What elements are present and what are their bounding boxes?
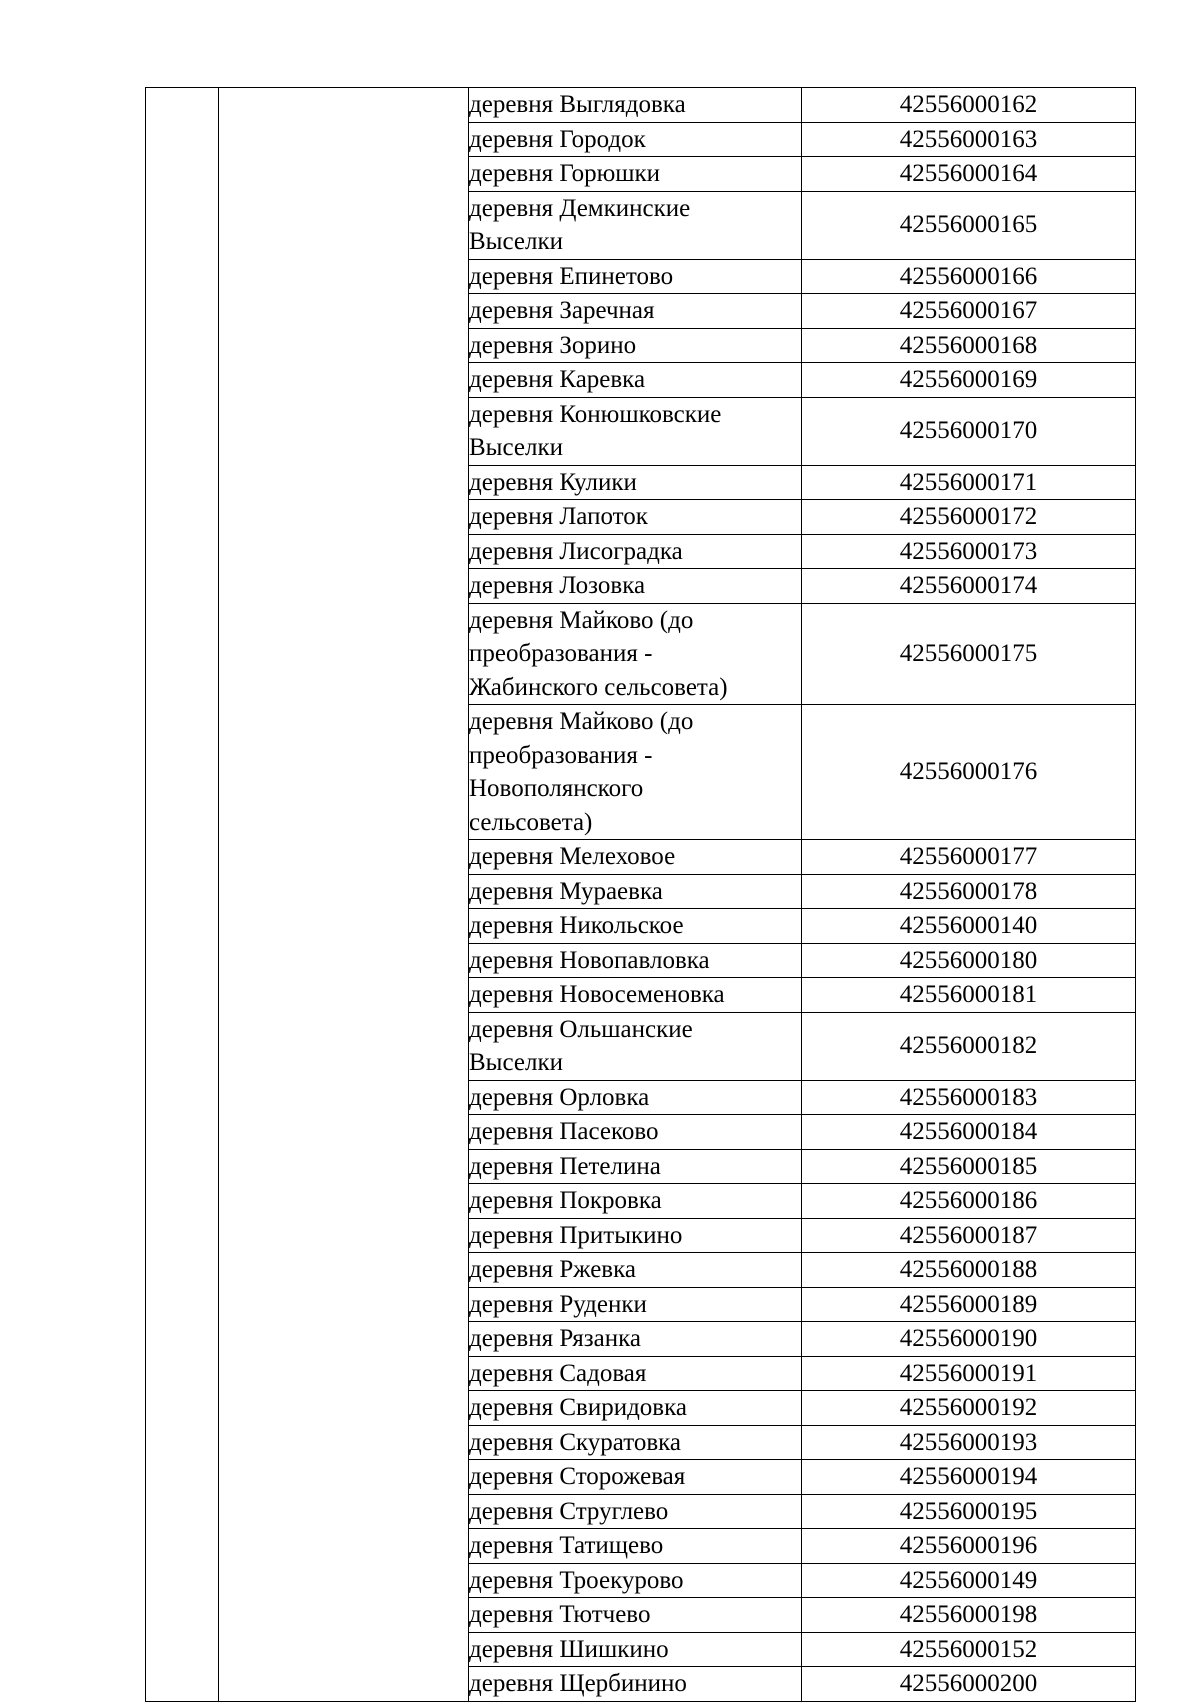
- settlement-name-cell: [469, 1598, 802, 1633]
- oktmo-code-cell: 42556000188: [802, 1253, 1136, 1288]
- oktmo-code-cell: 42556000192: [802, 1391, 1136, 1426]
- settlement-name-line: деревня Лисоградка: [469, 537, 683, 565]
- settlement-name-cell: [469, 1391, 802, 1426]
- settlement-name-cell: [469, 1149, 802, 1184]
- settlement-name-line: деревня Сторожевая: [469, 1463, 686, 1490]
- settlement-name-cell: [469, 1012, 802, 1080]
- oktmo-code-cell: 42556000187: [802, 1218, 1136, 1253]
- oktmo-code-cell: 42556000140: [802, 909, 1136, 944]
- settlement-name-cell: [469, 705, 802, 840]
- oktmo-code-cell: 42556000175: [802, 603, 1136, 705]
- oktmo-code-cell: 42556000198: [802, 1598, 1136, 1633]
- settlement-name-line: деревня Новосеменовка: [469, 981, 725, 1008]
- oktmo-code-cell: 42556000185: [802, 1149, 1136, 1184]
- settlement-name-line: деревня Щербинино: [469, 1670, 687, 1697]
- settlement-name-cell: [469, 1253, 802, 1288]
- settlement-name-line: деревня Заречная: [469, 297, 655, 324]
- oktmo-code-cell: 42556000163: [802, 122, 1136, 157]
- settlement-name-cell: [469, 294, 802, 329]
- settlement-name-line: деревня Скуратовка: [469, 1428, 682, 1456]
- settlement-name-line: деревня Городок: [469, 125, 646, 153]
- oktmo-code-cell: 42556000165: [802, 191, 1136, 259]
- oktmo-code-cell: 42556000169: [802, 363, 1136, 398]
- settlement-name-line: деревня Ольшанские: [469, 1015, 693, 1043]
- oktmo-code-cell: 42556000190: [802, 1322, 1136, 1357]
- settlement-name-line: деревня Орловка: [469, 1083, 650, 1111]
- table-body: [146, 88, 1136, 1702]
- oktmo-code-cell: 42556000166: [802, 259, 1136, 294]
- oktmo-code-cell: 42556000191: [802, 1356, 1136, 1391]
- settlement-name-cell: [469, 191, 802, 259]
- oktmo-code-cell: 42556000173: [802, 534, 1136, 569]
- settlement-name-cell: [469, 603, 802, 705]
- empty-cell-municipality: [219, 88, 469, 1702]
- settlement-name-cell: [469, 1460, 802, 1495]
- oktmo-code-cell: 42556000152: [802, 1632, 1136, 1667]
- settlement-name-line: преобразования -: [469, 741, 653, 769]
- settlement-name-cell: [469, 534, 802, 569]
- settlement-name-cell: [469, 840, 802, 875]
- settlement-name-cell: [469, 569, 802, 604]
- settlement-name-line: деревня Руденки: [469, 1290, 647, 1318]
- empty-cell-number: [146, 88, 219, 1702]
- oktmo-code-cell: 42556000180: [802, 943, 1136, 978]
- settlement-name-cell: [469, 874, 802, 909]
- oktmo-code-cell: 42556000170: [802, 397, 1136, 465]
- settlement-name-line: деревня Покровка: [469, 1187, 662, 1214]
- settlement-name-cell: [469, 259, 802, 294]
- oktmo-code-cell: 42556000184: [802, 1115, 1136, 1150]
- settlement-name-line: Выселки: [469, 434, 563, 461]
- oktmo-code-cell: 42556000189: [802, 1287, 1136, 1322]
- settlement-name-cell: [469, 157, 802, 192]
- settlement-name-cell: [469, 88, 802, 123]
- oktmo-code-cell: 42556000168: [802, 328, 1136, 363]
- oktmo-code-cell: 42556000194: [802, 1460, 1136, 1495]
- settlement-name-line: деревня Ржевка: [469, 1256, 636, 1283]
- oktmo-code-cell: 42556000178: [802, 874, 1136, 909]
- settlement-name-line: деревня Лозовка: [469, 572, 646, 599]
- settlement-name-line: деревня Троекурово: [469, 1566, 684, 1594]
- oktmo-code-cell: 42556000196: [802, 1529, 1136, 1564]
- settlement-name-line: сельсовета): [469, 808, 593, 836]
- settlement-name-cell: [469, 1667, 802, 1702]
- settlement-name-cell: [469, 1356, 802, 1391]
- settlement-name-cell: [469, 397, 802, 465]
- settlement-name-line: преобразования -: [469, 640, 653, 667]
- settlement-name-cell: [469, 465, 802, 500]
- settlement-name-line: Жабинского сельсовета): [469, 673, 728, 701]
- settlement-name-line: деревня Свиридовка: [469, 1394, 687, 1421]
- settlement-name-line: деревня Конюшковские: [469, 400, 722, 428]
- settlement-name-line: деревня Горюшки: [469, 160, 661, 187]
- settlement-name-line: Выселки: [469, 1049, 563, 1076]
- settlement-name-line: деревня Садовая: [469, 1359, 647, 1387]
- settlement-name-line: деревня Петелина: [469, 1152, 661, 1180]
- settlement-name-cell: [469, 978, 802, 1013]
- settlement-name-cell: [469, 1287, 802, 1322]
- oktmo-code-cell: 42556000174: [802, 569, 1136, 604]
- settlement-name-cell: [469, 1322, 802, 1357]
- settlement-name-line: Выселки: [469, 228, 563, 255]
- settlement-name-line: деревня Шишкино: [469, 1635, 669, 1663]
- settlement-name-line: Новополянского: [469, 775, 644, 802]
- oktmo-code-cell: 42556000182: [802, 1012, 1136, 1080]
- settlement-name-line: деревня Новопавловка: [469, 946, 710, 974]
- settlement-name-line: деревня Татищево: [469, 1532, 664, 1559]
- settlement-name-line: деревня Майково (до: [469, 606, 694, 634]
- oktmo-code-cell: 42556000193: [802, 1425, 1136, 1460]
- oktmo-code-cell: 42556000162: [802, 88, 1136, 123]
- settlement-name-line: деревня Никольское: [469, 912, 684, 939]
- oktmo-code-cell: 42556000149: [802, 1563, 1136, 1598]
- settlement-name-cell: [469, 1218, 802, 1253]
- settlement-name-cell: [469, 1632, 802, 1667]
- oktmo-code-cell: 42556000181: [802, 978, 1136, 1013]
- oktmo-code-cell: 42556000195: [802, 1494, 1136, 1529]
- oktmo-code-cell: 42556000167: [802, 294, 1136, 329]
- settlement-name-cell: [469, 1563, 802, 1598]
- settlement-name-line: деревня Мураевка: [469, 877, 663, 905]
- settlement-name-cell: [469, 1494, 802, 1529]
- settlement-name-line: деревня Каревка: [469, 366, 646, 393]
- oktmo-code-cell: 42556000164: [802, 157, 1136, 192]
- oktmo-code-cell: 42556000176: [802, 705, 1136, 840]
- settlement-name-cell: [469, 1529, 802, 1564]
- settlement-name-line: деревня Зорино: [469, 331, 637, 359]
- settlement-name-cell: [469, 328, 802, 363]
- settlement-name-line: деревня Притыкино: [469, 1221, 683, 1249]
- oktmo-code-cell: 42556000171: [802, 465, 1136, 500]
- settlement-name-line: деревня Майково (до: [469, 708, 694, 735]
- settlement-name-cell: [469, 1425, 802, 1460]
- settlement-name-cell: [469, 500, 802, 535]
- settlement-name-line: деревня Тютчево: [469, 1601, 651, 1628]
- oktmo-code-cell: 42556000200: [802, 1667, 1136, 1702]
- table-row: [146, 88, 1136, 123]
- settlement-name-line: деревня Кулики: [469, 468, 637, 496]
- oktmo-code-cell: 42556000177: [802, 840, 1136, 875]
- settlement-name-line: деревня Мелеховое: [469, 843, 676, 870]
- settlements-table: [145, 87, 1136, 1702]
- settlement-name-cell: [469, 909, 802, 944]
- settlement-name-line: деревня Пасеково: [469, 1118, 659, 1145]
- oktmo-code-cell: 42556000183: [802, 1080, 1136, 1115]
- settlement-name-cell: [469, 122, 802, 157]
- settlement-name-line: деревня Выглядовка: [469, 91, 686, 118]
- settlement-name-cell: [469, 1080, 802, 1115]
- settlement-name-line: деревня Рязанка: [469, 1325, 642, 1352]
- settlement-name-line: деревня Епинетово: [469, 262, 674, 290]
- settlement-name-cell: [469, 1184, 802, 1219]
- settlement-name-cell: [469, 943, 802, 978]
- settlement-name-line: деревня Демкинские: [469, 194, 691, 222]
- settlement-name-cell: [469, 363, 802, 398]
- settlement-name-line: деревня Струглево: [469, 1497, 669, 1525]
- settlement-name-cell: [469, 1115, 802, 1150]
- oktmo-code-cell: 42556000172: [802, 500, 1136, 535]
- oktmo-code-cell: 42556000186: [802, 1184, 1136, 1219]
- settlement-name-line: деревня Лапоток: [469, 503, 648, 530]
